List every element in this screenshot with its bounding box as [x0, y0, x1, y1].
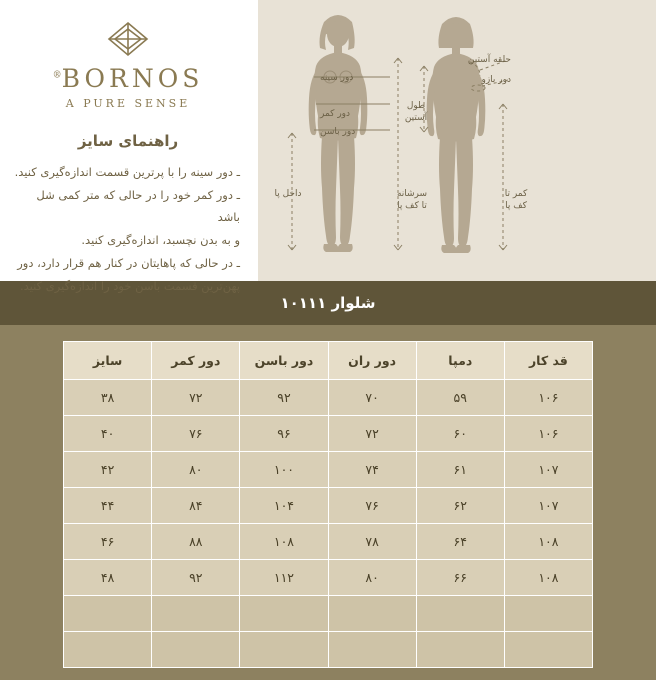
col-header-thigh: دور ران — [328, 342, 416, 380]
brand-tagline: A PURE SENSE — [65, 97, 191, 110]
col-header-length: قد کار — [504, 342, 592, 380]
svg-text:تا کف پا: تا کف پا — [397, 201, 427, 211]
table-row — [64, 452, 593, 488]
cell-length: ۱۰۶ — [504, 416, 592, 452]
cell-hem: ۶۱ — [416, 452, 504, 488]
cell-length: ۱۰۶ — [504, 380, 592, 416]
cell-size: ۴۲ — [64, 452, 152, 488]
cell-hip: ۱۱۲ — [240, 560, 328, 596]
label-inseam: داخل پا — [274, 189, 302, 199]
cell-thigh: ۸۰ — [328, 560, 416, 596]
product-title: شلوار ۱۰۱۱۱ — [280, 294, 376, 312]
table-row — [64, 488, 593, 524]
cell-size: ۴۴ — [64, 488, 152, 524]
cell-thigh: ۷۲ — [328, 416, 416, 452]
col-header-hem: دمپا — [416, 342, 504, 380]
cell-size: ۴۶ — [64, 524, 152, 560]
cell-length: ۱۰۸ — [504, 560, 592, 596]
guide-line-4: ـ در حالی که پاهایتان در کنار هم قرار دارد، دور — [17, 256, 240, 271]
label-hip: دور باسن — [320, 127, 356, 137]
label-armhole: حلقه آستین — [467, 55, 511, 65]
brand-logo — [14, 20, 242, 110]
size-table-section — [0, 325, 656, 693]
col-header-waist: دور کمر — [152, 342, 240, 380]
cell-hip: ۱۰۸ — [240, 524, 328, 560]
cell-thigh: ۷۰ — [328, 380, 416, 416]
figures-illustration — [258, 0, 656, 281]
female-back-figure — [427, 17, 486, 253]
brand-and-guide-panel — [0, 0, 258, 294]
cell-thigh: ۷۸ — [328, 524, 416, 560]
cell-hem — [416, 632, 504, 668]
guide-title: راهنمای سایز — [77, 132, 179, 150]
label-shoulder-to-floor: سرشانه — [396, 189, 428, 199]
cell-size: ۴۸ — [64, 560, 152, 596]
cell-thigh: ۷۶ — [328, 488, 416, 524]
cell-waist: ۷۲ — [152, 380, 240, 416]
label-chest: دور سینه — [320, 73, 354, 83]
cell-length: ۱۰۸ — [504, 524, 592, 560]
table-row — [64, 416, 593, 452]
cell-hip — [240, 596, 328, 632]
cell-length — [504, 596, 592, 632]
svg-text:آستین: آستین — [404, 113, 428, 123]
cell-hem: ۵۹ — [416, 380, 504, 416]
size-table — [63, 341, 593, 668]
table-row — [64, 560, 593, 596]
col-header-hip: دور باسن — [240, 342, 328, 380]
cell-hem: ۶۶ — [416, 560, 504, 596]
measurement-figures — [258, 0, 656, 281]
cell-hem: ۶۲ — [416, 488, 504, 524]
table-header-row — [64, 342, 593, 380]
cell-thigh — [328, 596, 416, 632]
cell-length: ۱۰۷ — [504, 488, 592, 524]
guide-line-5: پهن‌ترین قسمت باسن خود را اندازه‌گیری کنید. — [19, 279, 240, 294]
table-row-empty — [64, 596, 593, 632]
cell-size — [64, 596, 152, 632]
brand-name-text: BORNOS — [61, 64, 204, 93]
diamond-knot-logo-icon — [102, 20, 154, 60]
cell-hem: ۶۴ — [416, 524, 504, 560]
cell-size: ۳۸ — [64, 380, 152, 416]
cell-hem — [416, 596, 504, 632]
cell-waist: ۸۰ — [152, 452, 240, 488]
cell-length: ۱۰۷ — [504, 452, 592, 488]
col-header-size: سایز — [64, 342, 152, 380]
cell-hem: ۶۰ — [416, 416, 504, 452]
guide-line-2: ـ دور کمر خود را در حالی که متر کمی شل باشد — [36, 188, 240, 224]
label-waist: دور کمر — [320, 109, 351, 119]
registered-mark: ® — [52, 70, 62, 81]
guide-line-1: ـ دور سینه را با پرترین قسمت اندازه‌گیری کنید. — [14, 165, 240, 179]
table-row-empty — [64, 632, 593, 668]
label-waist-to-floor: کمر تا — [504, 189, 528, 199]
cell-hip: ۱۰۰ — [240, 452, 328, 488]
svg-text:کف پا: کف پا — [505, 201, 527, 211]
cell-length — [504, 632, 592, 668]
cell-waist: ۸۸ — [152, 524, 240, 560]
cell-hip: ۱۰۴ — [240, 488, 328, 524]
label-bicep: دور بازو — [481, 75, 511, 85]
cell-hip: ۹۶ — [240, 416, 328, 452]
cell-hip: ۹۲ — [240, 380, 328, 416]
cell-size — [64, 632, 152, 668]
guide-instructions — [14, 162, 242, 298]
label-sleeve-length: طول — [406, 101, 426, 111]
table-row — [64, 524, 593, 560]
cell-waist: ۷۶ — [152, 416, 240, 452]
measurement-tolerance-note: ـ در نظر داشته باشید، محدوده ی خطای اندازه گیری بین ۱ تا ۲ سانتی متر نرمال است. — [130, 680, 526, 693]
cell-waist — [152, 632, 240, 668]
cell-size: ۴۰ — [64, 416, 152, 452]
cell-waist: ۹۲ — [152, 560, 240, 596]
cell-thigh — [328, 632, 416, 668]
guide-line-3: و به بدن نچسبد، اندازه‌گیری کنید. — [81, 232, 240, 247]
cell-waist — [152, 596, 240, 632]
cell-waist: ۸۴ — [152, 488, 240, 524]
top-section — [0, 0, 656, 294]
table-row — [64, 380, 593, 416]
brand-name — [53, 66, 204, 91]
cell-hip — [240, 632, 328, 668]
cell-thigh: ۷۴ — [328, 452, 416, 488]
